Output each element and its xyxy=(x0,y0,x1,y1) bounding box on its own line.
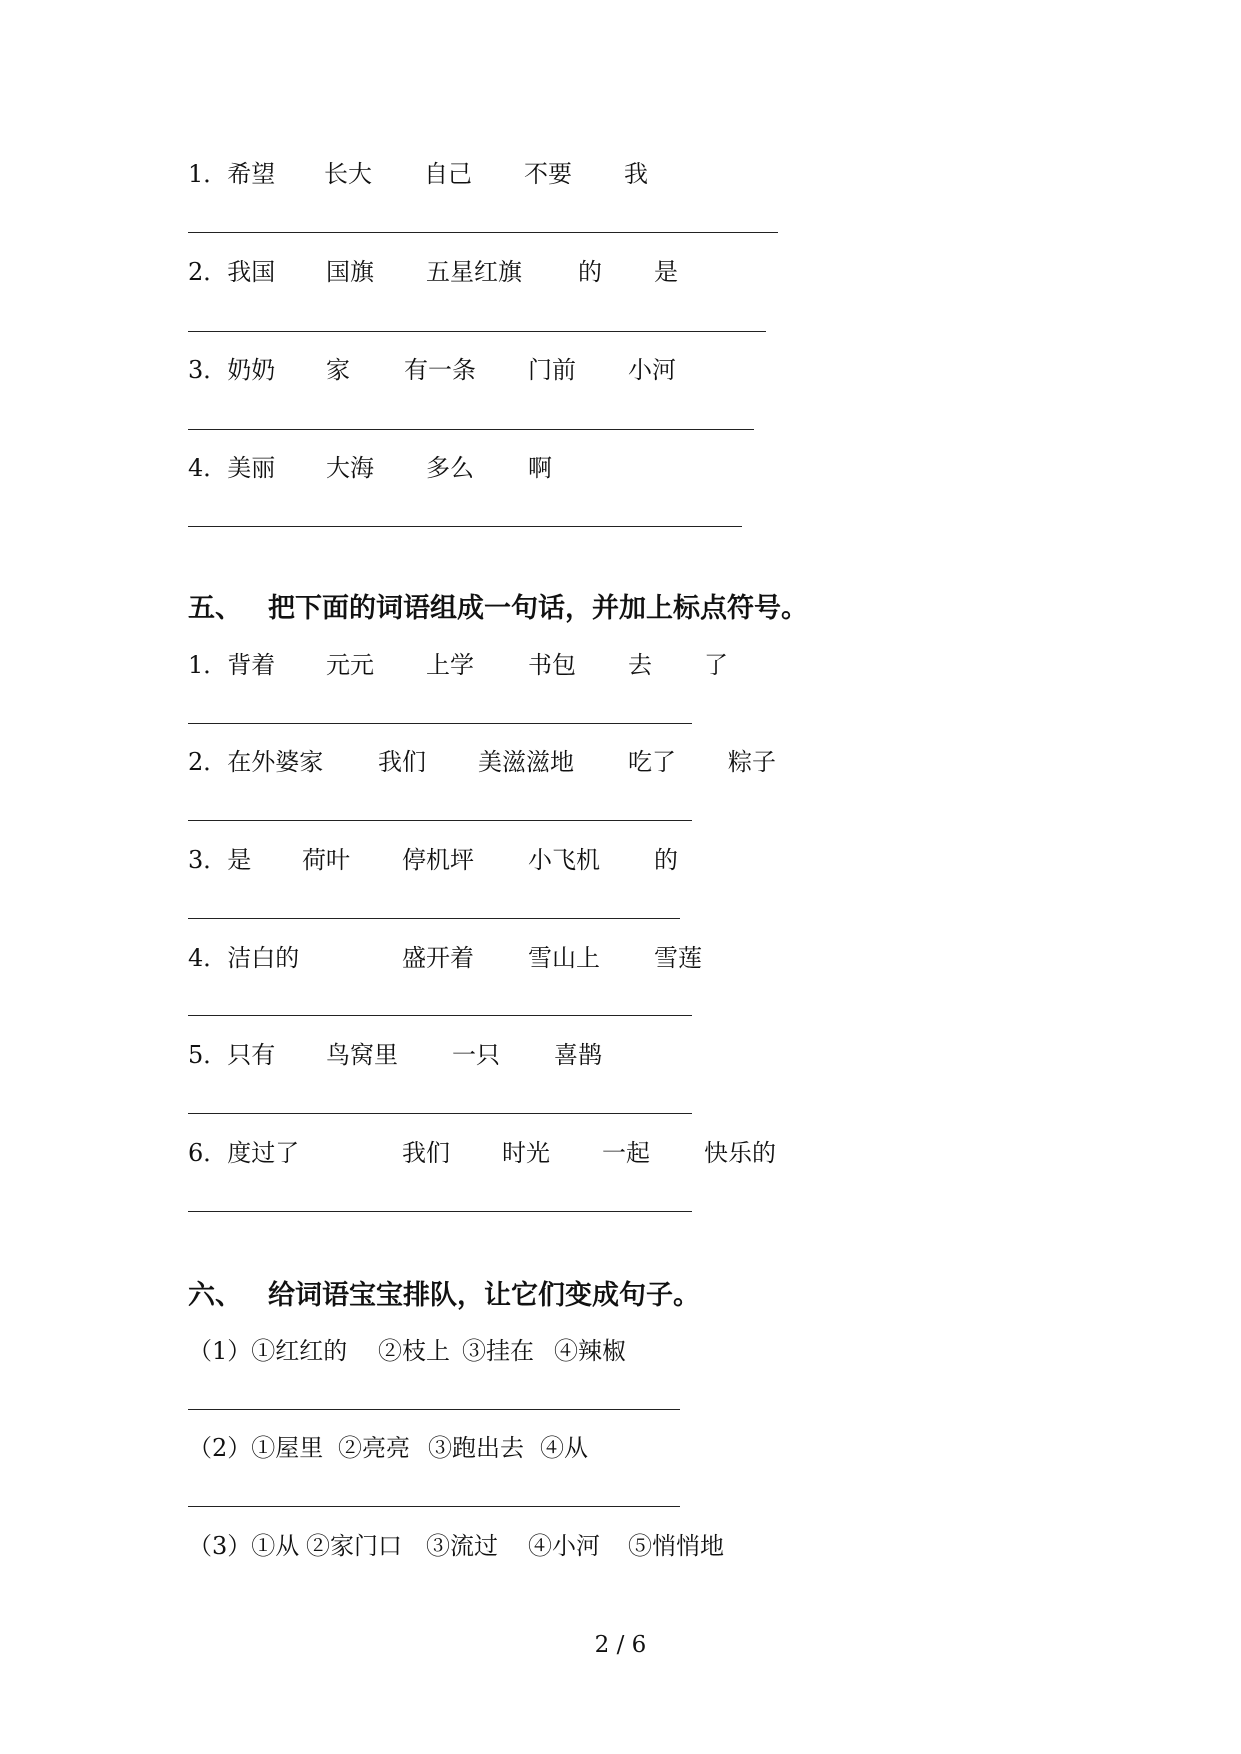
word: 自己 xyxy=(424,160,472,188)
word: 书包 xyxy=(528,651,576,679)
word: 是 xyxy=(654,258,678,286)
word: 4．美丽 xyxy=(188,454,276,482)
word: 3．奶奶 xyxy=(188,356,276,384)
section-number: 六、 xyxy=(188,1280,242,1311)
word: ③挂在 xyxy=(462,1337,534,1365)
answer-line xyxy=(188,1113,692,1114)
word: ③跑出去 xyxy=(428,1434,524,1462)
word: 的 xyxy=(578,258,602,286)
section-title: 把下面的词语组成一句话，并加上标点符号。 xyxy=(268,593,808,624)
word: 鸟窝里 xyxy=(326,1041,398,1069)
word: 喜鹊 xyxy=(554,1041,602,1069)
answer-line xyxy=(188,918,680,919)
section-heading xyxy=(188,1278,700,1314)
word: 元元 xyxy=(326,651,374,679)
word: 美滋滋地 xyxy=(478,748,574,776)
word: 盛开着 xyxy=(402,944,474,972)
word: 上学 xyxy=(426,651,474,679)
word: 国旗 xyxy=(326,258,374,286)
word: ④小河 xyxy=(528,1532,600,1560)
word: 1．背着 xyxy=(188,651,276,679)
answer-line xyxy=(188,820,692,821)
word: ④从 xyxy=(540,1434,588,1462)
word: 2．我国 xyxy=(188,258,276,286)
answer-line xyxy=(188,331,766,332)
word: 一起 xyxy=(602,1139,650,1167)
word: 粽子 xyxy=(728,748,776,776)
word: ③流过 xyxy=(426,1532,498,1560)
word: 雪山上 xyxy=(528,944,600,972)
word: 5．只有 xyxy=(188,1041,276,1069)
word: 我 xyxy=(624,160,648,188)
word: 小河 xyxy=(628,356,676,384)
word: ②枝上 xyxy=(378,1337,450,1365)
word: 门前 xyxy=(528,356,576,384)
word: ②亮亮 xyxy=(338,1434,410,1462)
word: 不要 xyxy=(524,160,572,188)
word: （3）①从 xyxy=(188,1532,300,1560)
word: （1）①红红的 xyxy=(188,1337,348,1365)
word: 我们 xyxy=(402,1139,450,1167)
answer-line xyxy=(188,1409,680,1410)
word: 荷叶 xyxy=(302,846,350,874)
word: 4．洁白的 xyxy=(188,944,300,972)
word: ④辣椒 xyxy=(554,1337,626,1365)
word: 2．在外婆家 xyxy=(188,748,324,776)
word: 家 xyxy=(326,356,350,384)
answer-line xyxy=(188,1015,692,1016)
word: 雪莲 xyxy=(654,944,702,972)
section-title: 给词语宝宝排队，让它们变成句子。 xyxy=(268,1280,700,1311)
word: 五星红旗 xyxy=(426,258,522,286)
word: 吃了 xyxy=(628,748,676,776)
word: 有一条 xyxy=(404,356,476,384)
word: 啊 xyxy=(528,454,552,482)
answer-line xyxy=(188,232,778,233)
answer-line xyxy=(188,526,742,527)
word: 去 xyxy=(628,651,652,679)
word: 了 xyxy=(704,651,728,679)
word: 小飞机 xyxy=(528,846,600,874)
word: （2）①屋里 xyxy=(188,1434,324,1462)
answer-line xyxy=(188,429,754,430)
answer-line xyxy=(188,1211,692,1212)
section-heading xyxy=(188,591,808,627)
word: 6．度过了 xyxy=(188,1139,300,1167)
word: ⑤悄悄地 xyxy=(628,1532,724,1560)
word: 快乐的 xyxy=(704,1139,776,1167)
word: ②家门口 xyxy=(306,1532,402,1560)
word: 1．希望 xyxy=(188,160,276,188)
word: 我们 xyxy=(378,748,426,776)
section-number: 五、 xyxy=(188,593,242,624)
answer-line xyxy=(188,1506,680,1507)
word: 停机坪 xyxy=(402,846,474,874)
word: 一只 xyxy=(452,1041,500,1069)
word: 3．是 xyxy=(188,846,252,874)
word: 的 xyxy=(654,846,678,874)
page-number: 2 / 6 xyxy=(594,1632,647,1658)
word: 大海 xyxy=(326,454,374,482)
word: 长大 xyxy=(324,160,372,188)
word: 时光 xyxy=(502,1139,550,1167)
word: 多么 xyxy=(426,454,474,482)
answer-line xyxy=(188,723,692,724)
